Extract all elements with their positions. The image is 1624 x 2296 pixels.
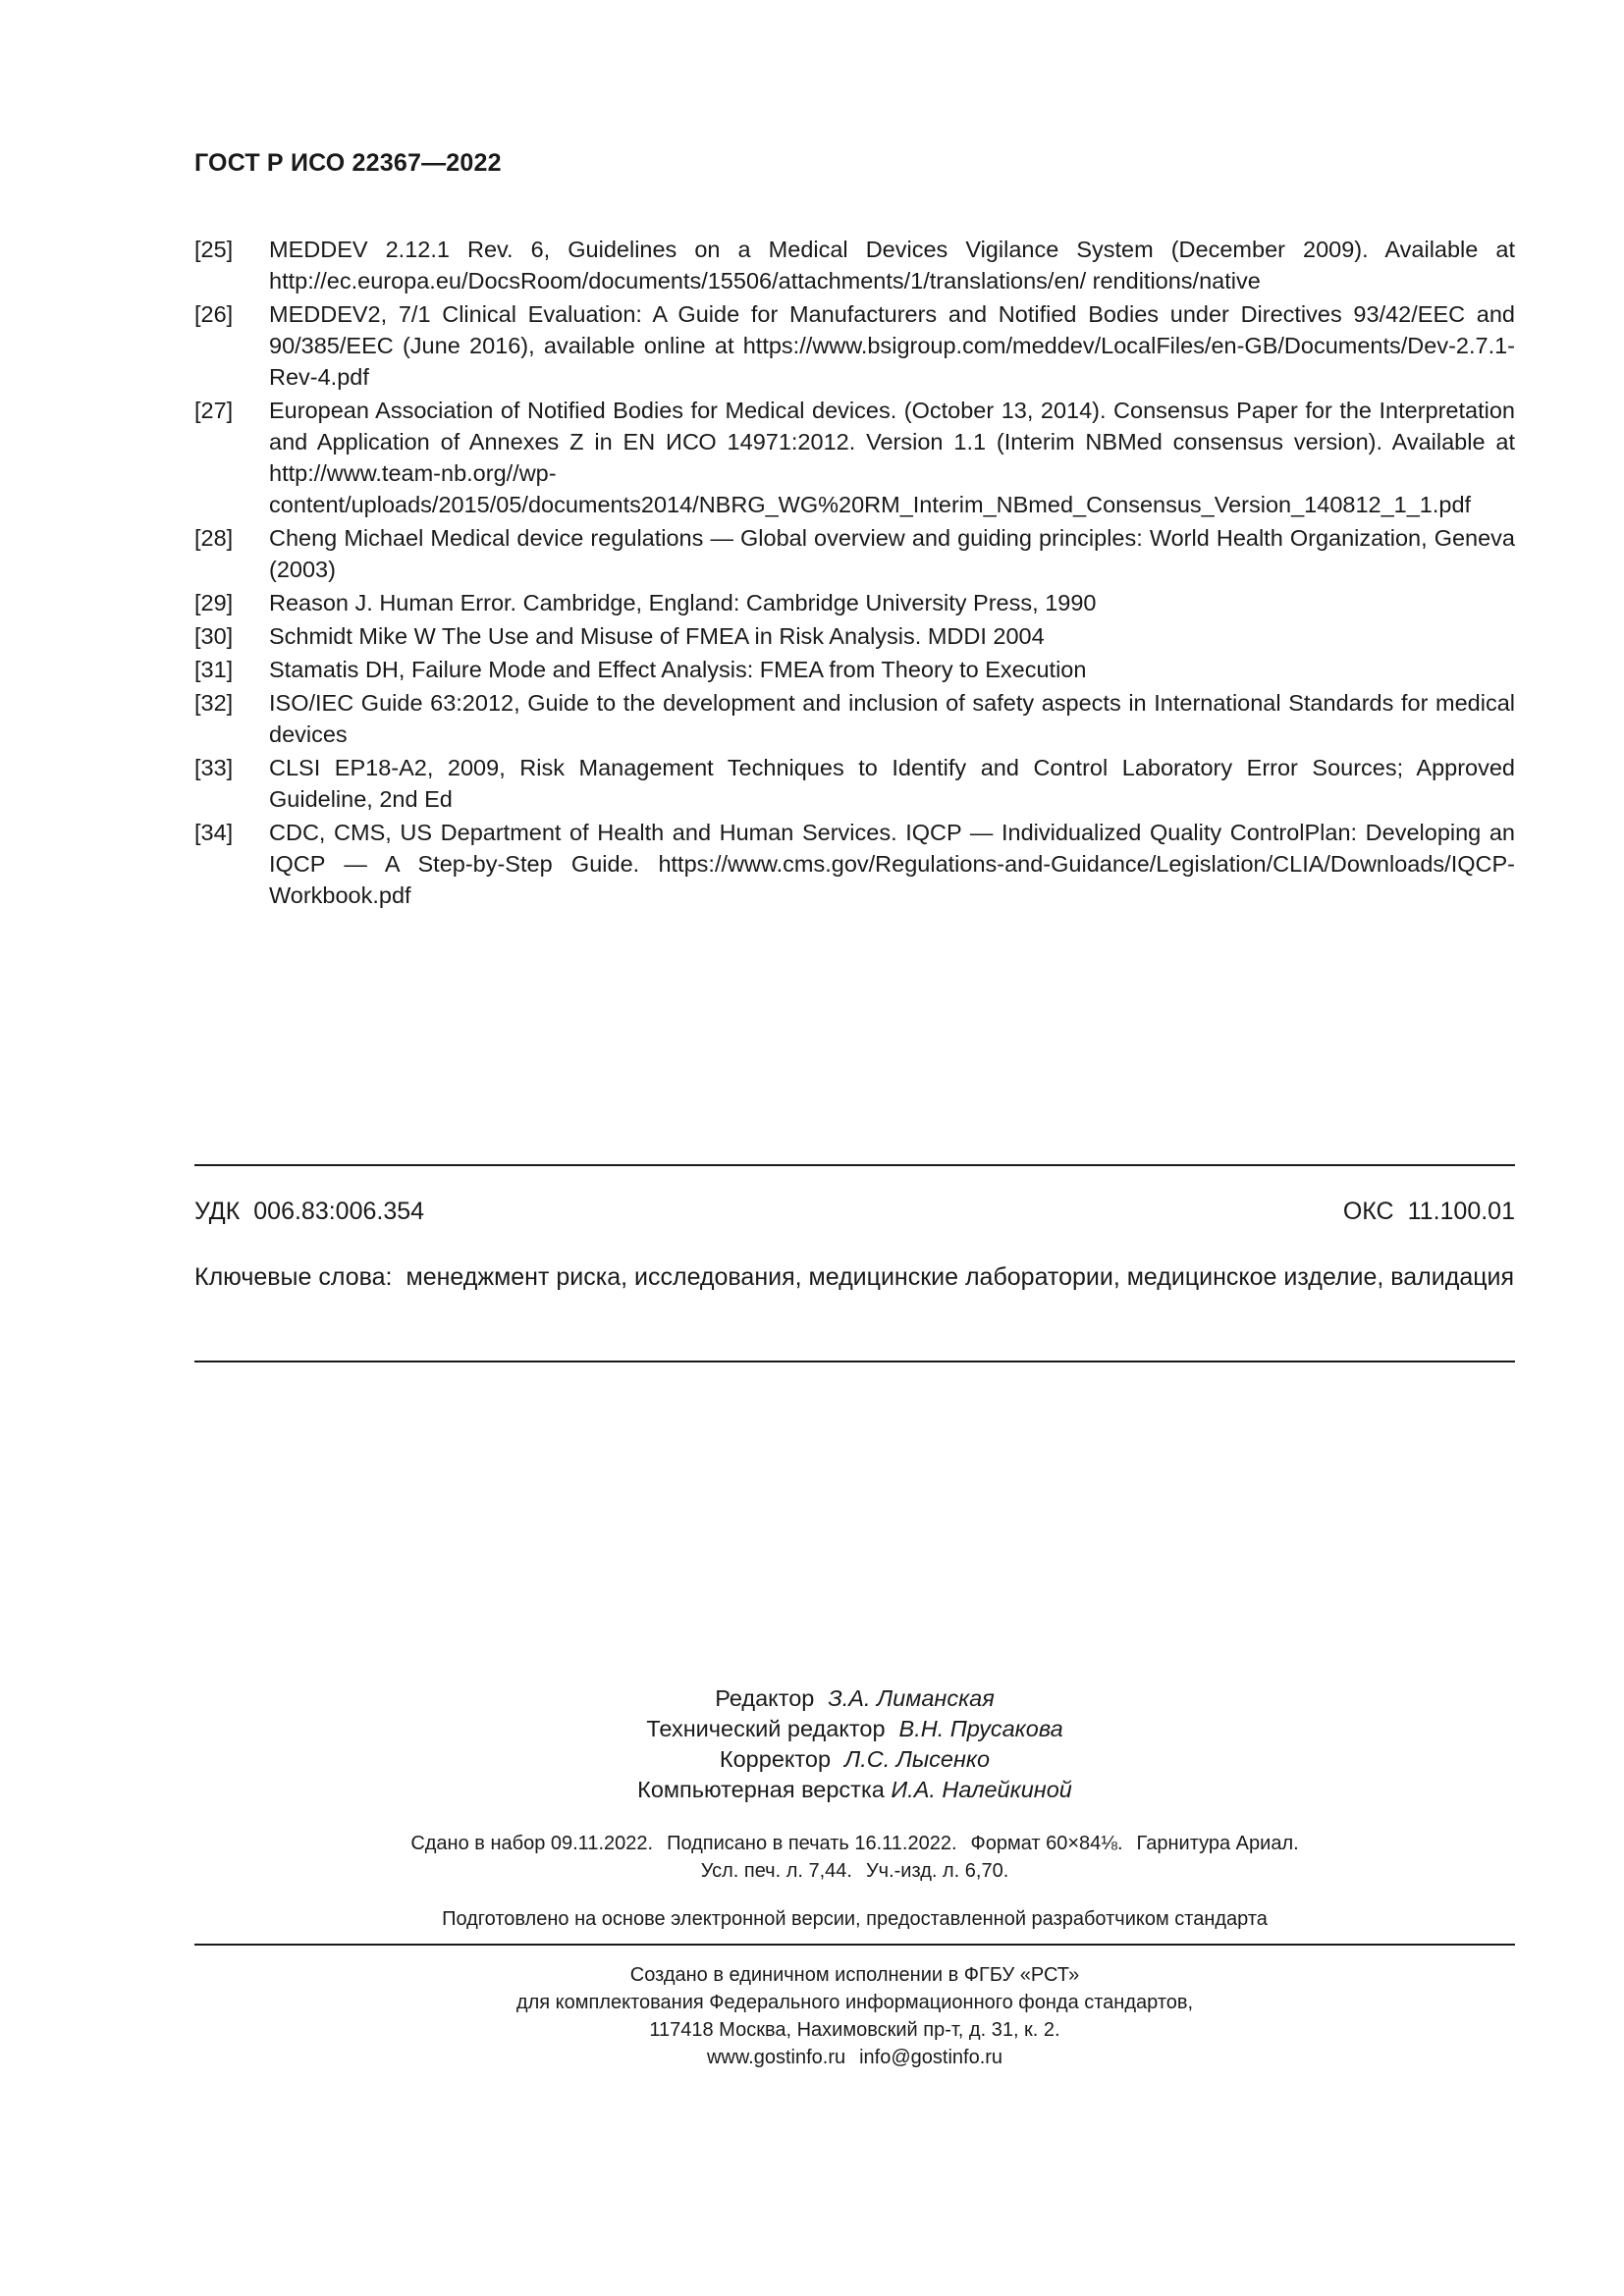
publisher-email[interactable]: info@gostinfo.ru bbox=[859, 2047, 1003, 2068]
publisher-line-2: для комплектования Федерального информационного фонда стандартов, bbox=[515, 1992, 1194, 2013]
editorial-credits bbox=[194, 1683, 1515, 1805]
bibliography-item-number: [26] bbox=[194, 301, 234, 327]
credit-layout: Компьютерная верстка И.А. Налейкиной bbox=[637, 1777, 1072, 1802]
bibliography-item-text: MEDDEV 2.12.1 Rev. 6, Guidelines on a Medical Devices Vigilance System (December 2009). Available at http://ec.europa.eu/DocsRoom/documents/15506/attachments/1/translations/en/ renditions/native bbox=[269, 237, 1515, 294]
publisher-line-1: Создано в единичном исполнении в ФГБУ «РСТ» bbox=[629, 1964, 1080, 1986]
publisher-address: 117418 Москва, Нахимовский пр-т, д. 31, к. 2. bbox=[649, 2019, 1060, 2041]
bibliography-item bbox=[194, 234, 1515, 296]
credit-tech-editor: Технический редактор В.Н. Прусакова bbox=[646, 1716, 1063, 1741]
udk-label: УДК bbox=[194, 1198, 241, 1225]
credit-editor: Редактор З.А. Лиманская bbox=[715, 1685, 995, 1711]
keywords-paragraph bbox=[194, 1260, 1515, 1294]
bibliography-item bbox=[194, 752, 1515, 815]
udk-value: 006.83:006.354 bbox=[253, 1198, 425, 1225]
print-info-line-1: Сдано в набор 09.11.2022. Подписано в печать 16.11.2022. Формат 60×84⅛. Гарнитура Ариал. bbox=[410, 1833, 1299, 1854]
publisher-block bbox=[194, 1961, 1515, 2071]
bibliography-item-text: Reason J. Human Error. Cambridge, England: Cambridge University Press, 1990 bbox=[269, 590, 1097, 615]
bibliography-item-text: CLSI EP18-A2, 2009, Risk Management Techniques to Identify and Control Laboratory Error Sources; Approved Guideline, 2nd Ed bbox=[269, 755, 1515, 812]
bibliography-item-number: [27] bbox=[194, 398, 234, 423]
bibliography-item-number: [25] bbox=[194, 237, 234, 262]
bibliography-item-number: [30] bbox=[194, 623, 234, 649]
prepared-note: Подготовлено на основе электронной версии, предоставленной разработчиком стандарта bbox=[442, 1908, 1268, 1930]
bibliography-item-text: Cheng Michael Medical device regulations — Global overview and guiding principles: World Health Organization, Geneva (2003) bbox=[269, 525, 1515, 582]
bibliography-item bbox=[194, 395, 1515, 520]
bibliography-item-number: [33] bbox=[194, 755, 234, 780]
bibliography-item-number: [28] bbox=[194, 525, 234, 551]
bibliography-item-number: [32] bbox=[194, 690, 234, 716]
document-header-title: ГОСТ Р ИСО 22367—2022 bbox=[194, 149, 502, 177]
credit-proofreader: Корректор Л.С. Лысенко bbox=[719, 1746, 991, 1772]
bibliography-item bbox=[194, 687, 1515, 750]
oks-label: ОКС bbox=[1342, 1198, 1394, 1225]
oks-code bbox=[1343, 1198, 1515, 1226]
bibliography-item bbox=[194, 522, 1515, 585]
divider-publisher bbox=[194, 1944, 1515, 1946]
bibliography-item bbox=[194, 654, 1515, 685]
bibliography-item-number: [31] bbox=[194, 657, 234, 682]
bibliography-item-number: [34] bbox=[194, 820, 234, 845]
bibliography-item bbox=[194, 817, 1515, 911]
keywords-label: Ключевые слова: bbox=[194, 1263, 393, 1291]
bibliography-item-text: ISO/IEC Guide 63:2012, Guide to the development and inclusion of safety aspects in International Standards for medical devices bbox=[269, 690, 1515, 747]
udk-code bbox=[194, 1198, 424, 1226]
divider-bottom bbox=[194, 1361, 1515, 1362]
bibliography-item-text: European Association of Notified Bodies for Medical devices. (October 13, 2014). Consensus Paper for the Interpretation and Application of Annexes Z in EN ИСО 14971:2012. Version 1.1 (Interim NBMed consensus version). Available at http://www.team-nb.org//wp-content/uploads/2015/05/documents2014/NBRG_WG%20RM_Interim_NBmed_Consensus_Version_140812_1_1.pdf bbox=[269, 398, 1515, 517]
print-info bbox=[194, 1830, 1515, 1885]
bibliography-item bbox=[194, 298, 1515, 393]
bibliography-item-text: CDC, CMS, US Department of Health and Human Services. IQCP — Individualized Quality ControlPlan: Developing an IQCP — A Step-by-Step Guide. https://www.cms.gov/Regulations-and-Guidance/Legislation/CLIA/Downloads/IQCP-Workbook.pdf bbox=[269, 820, 1515, 908]
keywords-text: менеджмент риска, исследования, медицинские лаборатории, медицинское изделие, валидация bbox=[406, 1263, 1515, 1291]
bibliography-item bbox=[194, 620, 1515, 652]
bibliography-item-text: Stamatis DH, Failure Mode and Effect Analysis: FMEA from Theory to Execution bbox=[269, 657, 1087, 682]
bibliography-item-text: MEDDEV2, 7/1 Clinical Evaluation: A Guide for Manufacturers and Notified Bodies under Directives 93/42/EEC and 90/385/EEC (June 2016), available online at https://www.bsigroup.com/meddev/LocalFiles/en-GB/Documents/Dev-2.7.1-Rev-4.pdf bbox=[269, 301, 1515, 390]
publisher-website[interactable]: www.gostinfo.ru bbox=[706, 2047, 846, 2068]
print-info-line-2: Усл. печ. л. 7,44. Уч.-изд. л. 6,70. bbox=[700, 1860, 1009, 1882]
bibliography-list bbox=[194, 234, 1515, 913]
bibliography-item-text: Schmidt Mike W The Use and Misuse of FMEA in Risk Analysis. MDDI 2004 bbox=[269, 623, 1045, 649]
bibliography-item-number: [29] bbox=[194, 590, 234, 615]
bibliography-item bbox=[194, 587, 1515, 618]
classification-row bbox=[194, 1198, 1515, 1226]
divider-top bbox=[194, 1164, 1515, 1166]
publisher-contacts bbox=[194, 2044, 1515, 2071]
oks-value: 11.100.01 bbox=[1407, 1198, 1515, 1225]
